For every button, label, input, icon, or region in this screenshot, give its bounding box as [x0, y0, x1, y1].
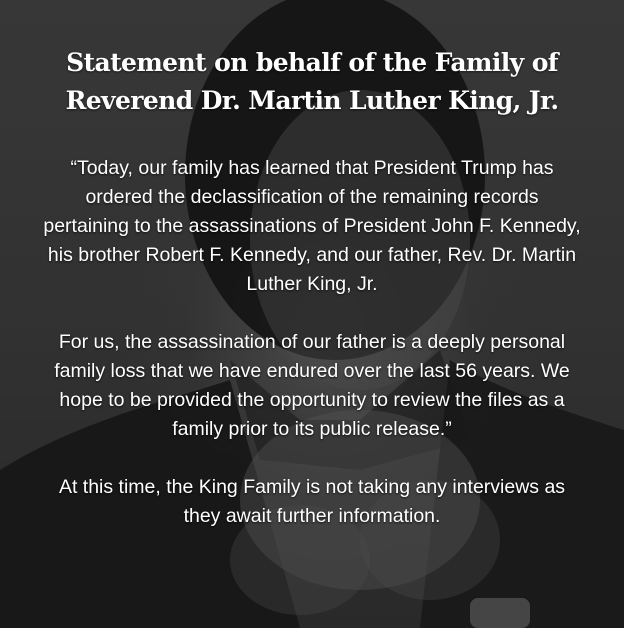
statement-title — [40, 44, 584, 120]
statement-title-line2: Reverend Dr. Martin Luther King, Jr. — [65, 86, 559, 115]
statement-paragraph-2: For us, the assassination of our father is a deeply personal family loss that we have endured over the last 56 years. We hope to be provided the opportunity to review the files as a family prior to its public release.” — [54, 331, 570, 440]
statement-paragraph-3: At this time, the King Family is not taking any interviews as they await further information. — [58, 476, 566, 527]
statement-paragraph-1: “Today, our family has learned that President Trump has ordered the declassification of the remaining records pertaining to the assassinations of President John F. Kennedy, his brother Robert F. Kennedy, and our father, Rev. Dr. Martin Luther King, Jr. — [43, 157, 581, 295]
statement-title-line1: Statement on behalf of the Family of — [66, 48, 558, 77]
